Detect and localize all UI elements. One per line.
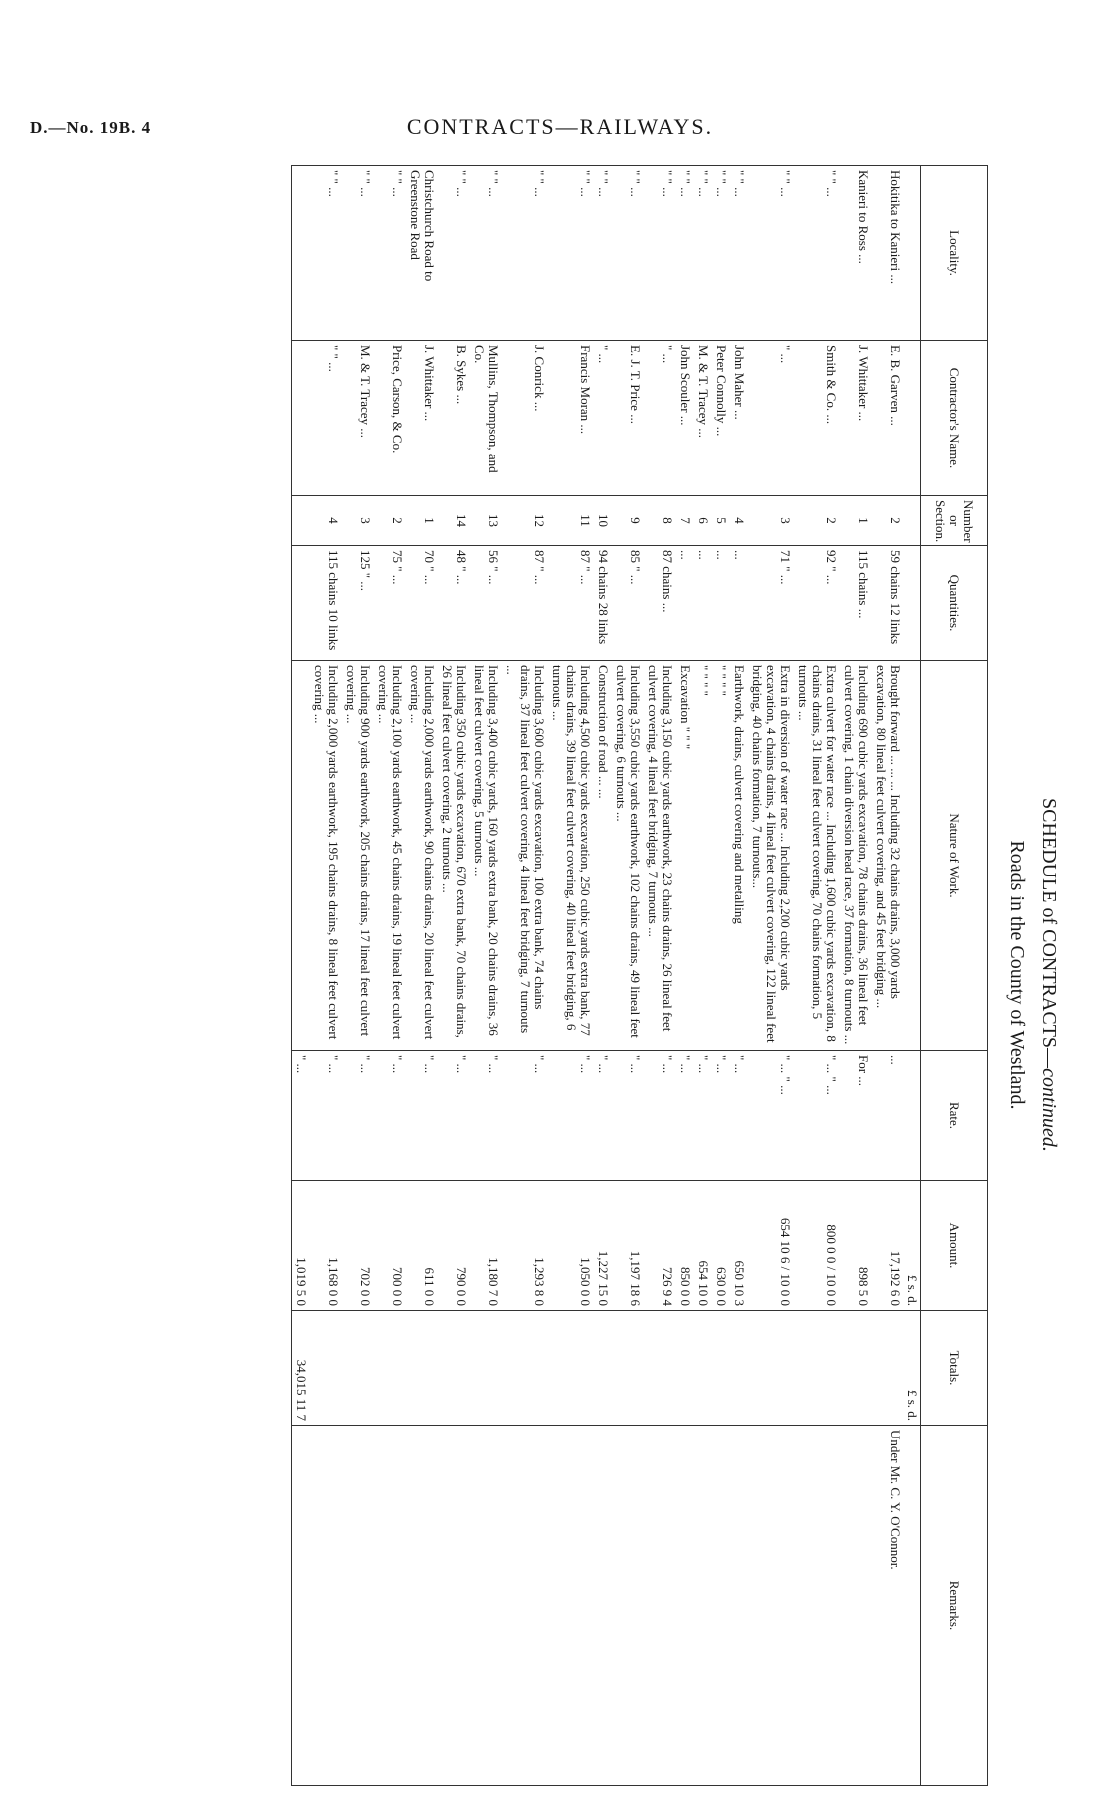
cell-quantities: 85 " ... [612, 546, 644, 661]
cell-locality: " " ... [470, 166, 502, 341]
cell-amount: 654 10 0 [694, 1181, 712, 1311]
caption-italic: continued. [1038, 1068, 1060, 1152]
cell-amount: 611 0 0 [406, 1181, 438, 1311]
table-row [292, 166, 311, 1786]
cell-quantities: 115 chains ... [840, 546, 872, 661]
cell-rate: " ... [470, 1051, 502, 1181]
cell-amount: 1,019 5 0 [292, 1181, 311, 1311]
header-totals: Totals. [921, 1311, 988, 1426]
cell-totals [342, 1311, 374, 1426]
cell-nature: Including 4,500 cubic yards excavation, 250 cubic yards extra bank, 77 chains drains, 39 lineal feet culvert covering, 40 lineal feet bridging, 6 turnouts ... [548, 661, 594, 1051]
cell-remarks: Under Mr. C. Y. O'Connor. [872, 1426, 904, 1786]
cell-quantities: 75 " ... [374, 546, 406, 661]
cell-locality: " " ... [794, 166, 840, 341]
cell-remarks [292, 1426, 311, 1786]
cell-rate: " ... [342, 1051, 374, 1181]
page-reference: D.—No. 19B. 4 [30, 118, 152, 137]
cell-contractor: Price, Carson, & Co. [374, 341, 406, 496]
cell-amount: 1,180 7 0 [470, 1181, 502, 1311]
cell-nature: Extra culvert for water race ... Including 1,600 cubic yards excavation, 8 chains drains, 31 lineal feet culvert covering, 70 chains formation, 5 turnouts ... [794, 661, 840, 1051]
schedule-subcaption: Roads in the County of Westland. [1006, 840, 1028, 1110]
cell-locality: " " ... [612, 166, 644, 341]
cell-totals [612, 1311, 644, 1426]
cell-rate: " ... [730, 1051, 748, 1181]
cell-remarks [748, 1426, 794, 1786]
cell-quantities: ... [730, 546, 748, 661]
cell-contractor [292, 341, 311, 496]
cell-amount: 790 0 0 [438, 1181, 470, 1311]
header-section: Number or Section. [921, 496, 988, 546]
cell-rate: " ... [292, 1051, 311, 1181]
cell-quantities: 59 chains 12 links [872, 546, 904, 661]
cell-quantities: 48 " ... [438, 546, 470, 661]
header-nature: Nature of Work. [921, 661, 988, 1051]
cell-remarks [406, 1426, 438, 1786]
table-row [438, 166, 470, 1786]
cell-locality: " " ... [730, 166, 748, 341]
units-row [904, 166, 921, 1786]
cell-remarks [694, 1426, 712, 1786]
cell-totals [438, 1311, 470, 1426]
cell-locality: Christchurch Road to Greenstone Road [406, 166, 438, 341]
header-amount: Amount. [921, 1181, 988, 1311]
cell-locality: " " ... [438, 166, 470, 341]
cell-quantities: 56 " ... [470, 546, 502, 661]
cell-nature: Including 3,550 cubic yards earthwork, 102 chains drains, 49 lineal feet culvert covering, 6 turnouts ... [612, 661, 644, 1051]
cell-locality: " " ... [310, 166, 342, 341]
table-row [374, 166, 406, 1786]
cell-amount: 630 0 0 [712, 1181, 730, 1311]
cell-nature: Including 350 cubic yards excavation, 670 extra bank, 70 chains drains, 26 lineal feet culvert covering, 2 turnouts ... [438, 661, 470, 1051]
cell-remarks [310, 1426, 342, 1786]
cell-remarks [502, 1426, 548, 1786]
cell-section: 11 [548, 496, 594, 546]
cell-section: 6 [694, 496, 712, 546]
rotated-schedule [100, 165, 1060, 1785]
amount-units: £ s. d. [904, 1181, 921, 1311]
cell-amount: 850 0 0 [676, 1181, 694, 1311]
cell-section: 3 [748, 496, 794, 546]
cell-nature: Including 900 yards earthwork, 205 chains drains, 17 lineal feet culvert covering ... [342, 661, 374, 1051]
cell-remarks [712, 1426, 730, 1786]
cell-section: 9 [612, 496, 644, 546]
cell-nature: Extra in diversion of water race ... Including 2,200 cubic yards excavation, 4 chains drains, 4 lineal feet culvert covering, 122 lineal feet bridging, 40 chains formation, 7 turnouts... [748, 661, 794, 1051]
cell-remarks [644, 1426, 676, 1786]
cell-nature: " " " " [694, 661, 712, 1051]
table-row [694, 166, 712, 1786]
cell-locality: " " ... [594, 166, 612, 341]
cell-quantities: ... [694, 546, 712, 661]
cell-amount: 1,197 18 6 [612, 1181, 644, 1311]
table-row [612, 166, 644, 1786]
cell-contractor: E. J. T. Price ... [612, 341, 644, 496]
cell-rate: For ... [840, 1051, 872, 1181]
cell-contractor: Francis Moran ... [548, 341, 594, 496]
cell-amount: 1,227 15 0 [594, 1181, 612, 1311]
header-quantities: Quantities. [921, 546, 988, 661]
cell-contractor: " ... [594, 341, 612, 496]
cell-rate: " ... " ... [748, 1051, 794, 1181]
cell-nature: Including 2,100 yards earthwork, 45 chains drains, 19 lineal feet culvert covering ... [374, 661, 406, 1051]
cell-nature: Excavation " " " [676, 661, 694, 1051]
cell-quantities: 87 chains ... [644, 546, 676, 661]
table-row [548, 166, 594, 1786]
table-row [712, 166, 730, 1786]
cell-remarks [730, 1426, 748, 1786]
cell-rate: " ... [612, 1051, 644, 1181]
cell-rate: " ... [310, 1051, 342, 1181]
table-row [310, 166, 342, 1786]
cell-contractor: John Scouler ... [676, 341, 694, 496]
cell-rate: " ... [694, 1051, 712, 1181]
cell-quantities: 87 " ... [502, 546, 548, 661]
cell-section: 1 [406, 496, 438, 546]
cell-totals [712, 1311, 730, 1426]
cell-section: 4 [730, 496, 748, 546]
cell-section: 5 [712, 496, 730, 546]
cell-contractor: J. Whittaker ... [406, 341, 438, 496]
cell-rate: " ... [438, 1051, 470, 1181]
header-rate: Rate. [921, 1051, 988, 1181]
cell-contractor: " ... [644, 341, 676, 496]
cell-totals [840, 1311, 872, 1426]
cell-nature: Brought forward ... ... ... Including 32 chains drains, 3,000 yards excavation, 80 lineal feet culvert covering, and 45 feet bridging ... [872, 661, 904, 1051]
cell-locality: " " ... [694, 166, 712, 341]
cell-nature: Construction of road ... ... [594, 661, 612, 1051]
header-contractor: Contractor's Name. [921, 341, 988, 496]
header-locality: Locality. [921, 166, 988, 341]
cell-contractor: M. & T. Tracey ... [694, 341, 712, 496]
cell-rate: ... [872, 1051, 904, 1181]
cell-amount: 650 10 3 [730, 1181, 748, 1311]
cell-contractor: E. B. Garven ... [872, 341, 904, 496]
cell-amount: 898 5 0 [840, 1181, 872, 1311]
cell-amount: 1,168 0 0 [310, 1181, 342, 1311]
cell-amount: 1,293 8 0 [502, 1181, 548, 1311]
table-row [730, 166, 748, 1786]
cell-totals [470, 1311, 502, 1426]
cell-nature: Including 3,150 cubic yards earthwork, 23 chains drains, 26 lineal feet culvert covering, 4 lineal feet bridging, 7 turnouts ... [644, 661, 676, 1051]
cell-totals [872, 1311, 904, 1426]
cell-locality: " " ... [548, 166, 594, 341]
cell-rate: " ... [406, 1051, 438, 1181]
cell-quantities: 70 " ... [406, 546, 438, 661]
cell-quantities: 87 " ... [548, 546, 594, 661]
cell-nature [292, 661, 311, 1051]
cell-section: 13 [470, 496, 502, 546]
cell-contractor: Mullins, Thompson, and Co. [470, 341, 502, 496]
cell-contractor: M. & T. Tracey ... [342, 341, 374, 496]
cell-contractor: J. Conrick ... [502, 341, 548, 496]
cell-locality: " " ... [748, 166, 794, 341]
cell-contractor: " ... [748, 341, 794, 496]
cell-amount: 726 9 4 [644, 1181, 676, 1311]
cell-remarks [438, 1426, 470, 1786]
cell-totals [374, 1311, 406, 1426]
cell-locality: Kanieri to Ross ... [840, 166, 872, 341]
cell-quantities: ... [712, 546, 730, 661]
cell-contractor: Smith & Co. ... [794, 341, 840, 496]
cell-nature: Earthwork, drains, culvert covering and metalling [730, 661, 748, 1051]
header-row [921, 166, 988, 1786]
cell-remarks [676, 1426, 694, 1786]
cell-locality: " " ... [644, 166, 676, 341]
cell-rate: " ... [374, 1051, 406, 1181]
cell-totals [676, 1311, 694, 1426]
cell-nature: Including 2,000 yards earthwork, 90 chains drains, 20 lineal feet culvert covering ... [406, 661, 438, 1051]
cell-rate: " ... [644, 1051, 676, 1181]
cell-locality: " " ... [374, 166, 406, 341]
cell-contractor: J. Whittaker ... [840, 341, 872, 496]
totals-units: £ s. d. [904, 1311, 921, 1426]
cell-nature: Including 3,400 cubic yards, 160 yards extra bank, 20 chains drains, 36 lineal feet culvert covering, 5 turnouts ... [470, 661, 502, 1051]
table-row [748, 166, 794, 1786]
cell-section: 12 [502, 496, 548, 546]
page-header [30, 108, 1090, 148]
cell-section: 2 [872, 496, 904, 546]
cell-remarks [374, 1426, 406, 1786]
cell-section: 10 [594, 496, 612, 546]
cell-remarks [612, 1426, 644, 1786]
cell-totals [502, 1311, 548, 1426]
table-row [470, 166, 502, 1786]
cell-amount: 654 10 6 / 10 0 0 [748, 1181, 794, 1311]
cell-contractor: Peter Connolly ... [712, 341, 730, 496]
cell-nature: Including 690 cubic yards excavation, 78 chains drains, 36 lineal feet culvert covering, 1 chain diversion head race, 37 formation, 8 turnouts ... [840, 661, 872, 1051]
cell-amount: 702 0 0 [342, 1181, 374, 1311]
cell-rate: " ... [712, 1051, 730, 1181]
table-row [406, 166, 438, 1786]
table-row [502, 166, 548, 1786]
contracts-table [291, 165, 988, 1786]
cell-rate: " ... [502, 1051, 548, 1181]
cell-remarks [594, 1426, 612, 1786]
cell-quantities: ... [676, 546, 694, 661]
cell-rate: " ... [548, 1051, 594, 1181]
cell-remarks [548, 1426, 594, 1786]
table-row [872, 166, 904, 1786]
cell-contractor: John Maher ... [730, 341, 748, 496]
cell-section: 2 [794, 496, 840, 546]
cell-quantities: 125 " ... [342, 546, 374, 661]
schedule-caption [1037, 165, 1060, 1785]
cell-totals [594, 1311, 612, 1426]
cell-section: 3 [342, 496, 374, 546]
table-body [292, 166, 921, 1786]
cell-totals [644, 1311, 676, 1426]
cell-locality: " " ... [676, 166, 694, 341]
cell-remarks [840, 1426, 872, 1786]
table-row [594, 166, 612, 1786]
cell-quantities: 94 chains 28 links [594, 546, 612, 661]
cell-totals [548, 1311, 594, 1426]
cell-totals [794, 1311, 840, 1426]
cell-amount: 17,192 6 0 [872, 1181, 904, 1311]
cell-locality: " " ... [502, 166, 548, 341]
cell-quantities: 115 chains 10 links [310, 546, 342, 661]
cell-totals [730, 1311, 748, 1426]
cell-amount: 1,050 0 0 [548, 1181, 594, 1311]
cell-remarks [794, 1426, 840, 1786]
cell-nature: " " " " [712, 661, 730, 1051]
cell-locality: Hokitika to Kanieri ... [872, 166, 904, 341]
cell-remarks [342, 1426, 374, 1786]
header-remarks: Remarks. [921, 1426, 988, 1786]
cell-section: 1 [840, 496, 872, 546]
cell-contractor: " " ... [310, 341, 342, 496]
cell-rate: " ... [594, 1051, 612, 1181]
cell-contractor: B. Sykes ... [438, 341, 470, 496]
cell-section: 7 [676, 496, 694, 546]
cell-totals [748, 1311, 794, 1426]
cell-remarks [470, 1426, 502, 1786]
cell-rate: " ... " ... [794, 1051, 840, 1181]
cell-section: 14 [438, 496, 470, 546]
cell-nature: Including 2,000 yards earthwork, 195 chains drains, 8 lineal feet culvert covering ... [310, 661, 342, 1051]
caption-text: SCHEDULE of CONTRACTS— [1038, 798, 1060, 1069]
cell-nature: Including 3,600 cubic yards excavation, 100 extra bank, 74 chains drains, 37 lineal feet culvert covering, 4 lineal feet bridging, 7 turnouts ... [502, 661, 548, 1051]
cell-quantities [292, 546, 311, 661]
cell-section [292, 496, 311, 546]
table-row [676, 166, 694, 1786]
page-title: CONTRACTS—RAILWAYS. [406, 114, 714, 139]
table-row [794, 166, 840, 1786]
cell-amount: 800 0 0 / 10 0 0 [794, 1181, 840, 1311]
cell-totals [310, 1311, 342, 1426]
table-row [342, 166, 374, 1786]
table-row [840, 166, 872, 1786]
cell-section: 4 [310, 496, 342, 546]
cell-amount: 700 0 0 [374, 1181, 406, 1311]
cell-totals [406, 1311, 438, 1426]
cell-totals [694, 1311, 712, 1426]
cell-locality: " " ... [712, 166, 730, 341]
table-row [644, 166, 676, 1786]
cell-section: 2 [374, 496, 406, 546]
cell-section: 8 [644, 496, 676, 546]
cell-locality [292, 166, 311, 341]
cell-quantities: 92 " ... [794, 546, 840, 661]
cell-totals: 34,015 11 7 [292, 1311, 311, 1426]
cell-locality: " " ... [342, 166, 374, 341]
cell-quantities: 71 " ... [748, 546, 794, 661]
cell-rate: " ... [676, 1051, 694, 1181]
